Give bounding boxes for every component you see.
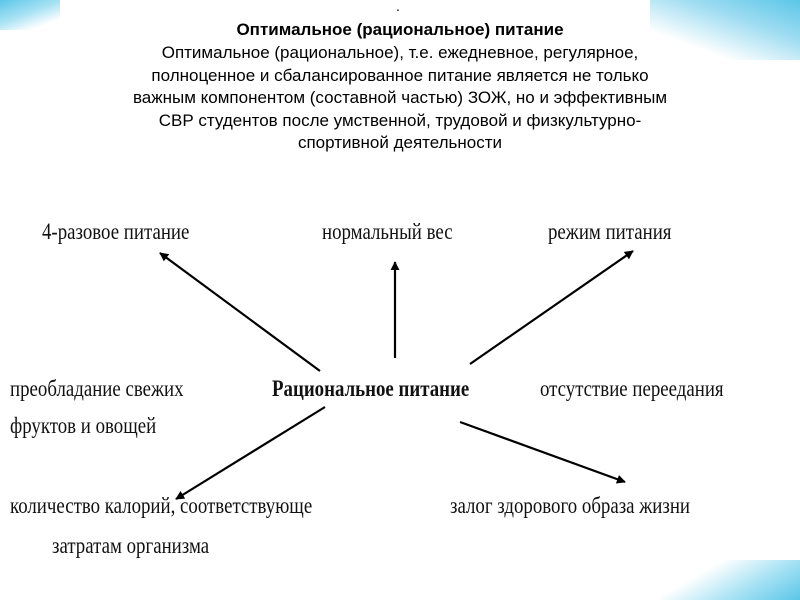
- node-calories-line1: количество калорий, соответствующе: [10, 493, 313, 518]
- arrow-to-top-right: [470, 251, 633, 364]
- node-normal-weight: нормальный вес: [322, 219, 453, 244]
- node-meal-schedule: режим питания: [548, 219, 672, 244]
- arrow-to-top-left: [160, 253, 320, 371]
- node-calories-line2: затратам организма: [52, 533, 210, 558]
- arrow-to-bottom-right: [460, 422, 625, 482]
- description-line: Оптимальное (рациональное), т.е. ежедневное, регулярное,: [161, 43, 639, 62]
- slide-title: Оптимальное (рациональное) питание: [236, 20, 564, 39]
- node-four-meals: 4-разовое питание: [42, 219, 190, 244]
- description-line: СВР студентов после умственной, трудовой и физкультурно-: [158, 110, 642, 130]
- slide-description: [40, 42, 760, 155]
- description-line: спортивной деятельности: [297, 133, 503, 152]
- node-no-overeating: отсутствие переедания: [540, 376, 724, 401]
- title-dot: .: [396, 0, 400, 14]
- description-line: важным компонентом (составной частью) ЗОЖ, но и эффективным: [132, 88, 668, 107]
- arrow-to-bottom-left: [176, 407, 325, 499]
- node-fresh-fruits-line2: фруктов и овощей: [10, 413, 157, 438]
- node-healthy-lifestyle: залог здорового образа жизни: [450, 493, 691, 518]
- description-line: полноценное и сбалансированное питание является не только: [151, 65, 649, 85]
- node-rational-nutrition: Рациональное питание: [272, 376, 470, 401]
- node-fresh-fruits-line1: преобладание свежих: [10, 376, 184, 401]
- nutrition-diagram: [0, 194, 800, 600]
